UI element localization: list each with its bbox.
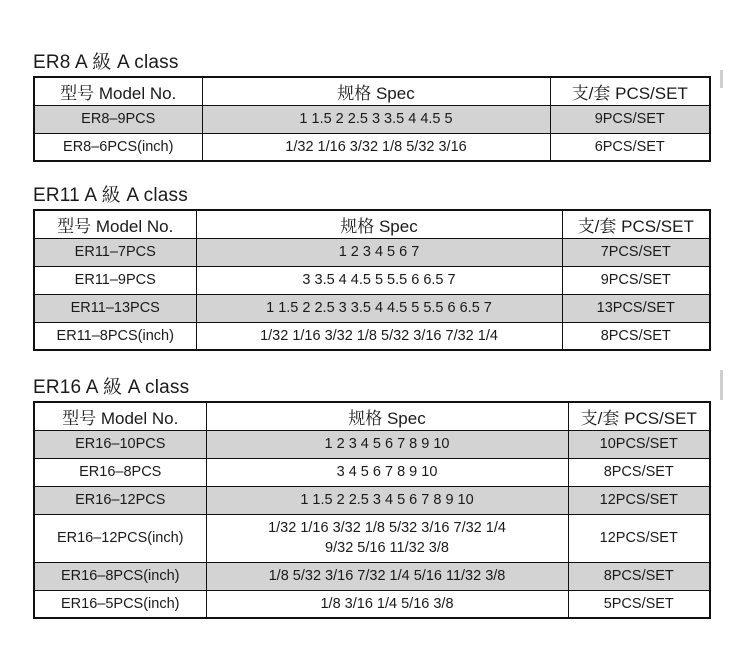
model-cell: ER16–8PCS(inch) (34, 562, 206, 590)
sets-cell: 12PCS/SET (568, 486, 710, 514)
table-row (34, 322, 710, 350)
spec-line-1: 1/32 1/16 3/32 1/8 5/32 3/16 7/32 1/4 (268, 520, 506, 536)
header-model: 型号 Model No. (34, 210, 196, 238)
model-cell: ER11–13PCS (34, 294, 196, 322)
spec-line-2: 9/32 5/16 11/32 3/8 (325, 540, 449, 556)
header-sets: 支/套 PCS/SET (562, 210, 710, 238)
table-row (34, 590, 710, 618)
table-row (34, 238, 710, 266)
sets-cell: 5PCS/SET (568, 590, 710, 618)
scan-mark (720, 70, 723, 88)
spec-cell: 1 2 3 4 5 6 7 8 9 10 (206, 430, 568, 458)
sets-cell: 9PCS/SET (550, 105, 710, 133)
header-sets: 支/套 PCS/SET (568, 402, 710, 430)
table-row (34, 514, 710, 562)
spec-table-er8 (33, 76, 711, 162)
table-row (34, 294, 710, 322)
spec-cell: 1 1.5 2 2.5 3 4 5 6 7 8 9 10 (206, 486, 568, 514)
header-spec: 规格 Spec (196, 210, 562, 238)
model-cell: ER16–12PCS (34, 486, 206, 514)
table-row (34, 105, 710, 133)
table-row (34, 266, 710, 294)
section-er8 (33, 50, 709, 162)
section-title: ER8 A 級 A class (33, 52, 179, 73)
sets-cell: 10PCS/SET (568, 430, 710, 458)
spec-cell: 1/8 3/16 1/4 5/16 3/8 (206, 590, 568, 618)
table-row (34, 458, 710, 486)
table-header-row (34, 402, 710, 430)
model-cell: ER11–8PCS(inch) (34, 322, 196, 350)
spec-cell: 1 2 3 4 5 6 7 (196, 238, 562, 266)
sets-cell: 6PCS/SET (550, 133, 710, 161)
header-spec: 规格 Spec (202, 77, 550, 105)
spec-cell: 1/32 1/16 3/32 1/8 5/32 3/16 7/32 1/4 (196, 322, 562, 350)
spec-cell: 1 1.5 2 2.5 3 3.5 4 4.5 5 5.5 6 6.5 7 (196, 294, 562, 322)
spec-cell: 3 3.5 4 4.5 5 5.5 6 6.5 7 (196, 266, 562, 294)
table-row (34, 430, 710, 458)
model-cell: ER16–8PCS (34, 458, 206, 486)
model-cell: ER8–6PCS(inch) (34, 133, 202, 161)
sets-cell: 8PCS/SET (562, 322, 710, 350)
sets-cell: 13PCS/SET (562, 294, 710, 322)
spec-cell: 3 4 5 6 7 8 9 10 (206, 458, 568, 486)
model-cell: ER8–9PCS (34, 105, 202, 133)
section-title: ER16 A 級 A class (33, 377, 190, 398)
table-row (34, 562, 710, 590)
table-header-row (34, 210, 710, 238)
header-sets: 支/套 PCS/SET (550, 77, 710, 105)
section-er16 (33, 375, 709, 619)
spec-cell: 1/32 1/16 3/32 1/8 5/32 3/16 (202, 133, 550, 161)
model-cell: ER16–5PCS(inch) (34, 590, 206, 618)
table-row (34, 133, 710, 161)
section-title: ER11 A 級 A class (33, 185, 188, 206)
spec-table-er16 (33, 401, 711, 619)
table-header-row (34, 77, 710, 105)
spec-cell: 1 1.5 2 2.5 3 3.5 4 4.5 5 (202, 105, 550, 133)
scan-mark (720, 370, 723, 400)
sets-cell: 8PCS/SET (568, 458, 710, 486)
sets-cell: 8PCS/SET (568, 562, 710, 590)
header-model: 型号 Model No. (34, 77, 202, 105)
sets-cell: 7PCS/SET (562, 238, 710, 266)
sets-cell: 12PCS/SET (568, 514, 710, 562)
spec-cell (206, 514, 568, 562)
header-model: 型号 Model No. (34, 402, 206, 430)
header-spec: 规格 Spec (206, 402, 568, 430)
sets-cell: 9PCS/SET (562, 266, 710, 294)
model-cell: ER16–10PCS (34, 430, 206, 458)
model-cell: ER11–9PCS (34, 266, 196, 294)
model-cell: ER16–12PCS(inch) (34, 514, 206, 562)
model-cell: ER11–7PCS (34, 238, 196, 266)
spec-table-er11 (33, 209, 711, 351)
table-row (34, 486, 710, 514)
section-er11 (33, 183, 709, 351)
spec-cell: 1/8 5/32 3/16 7/32 1/4 5/16 11/32 3/8 (206, 562, 568, 590)
